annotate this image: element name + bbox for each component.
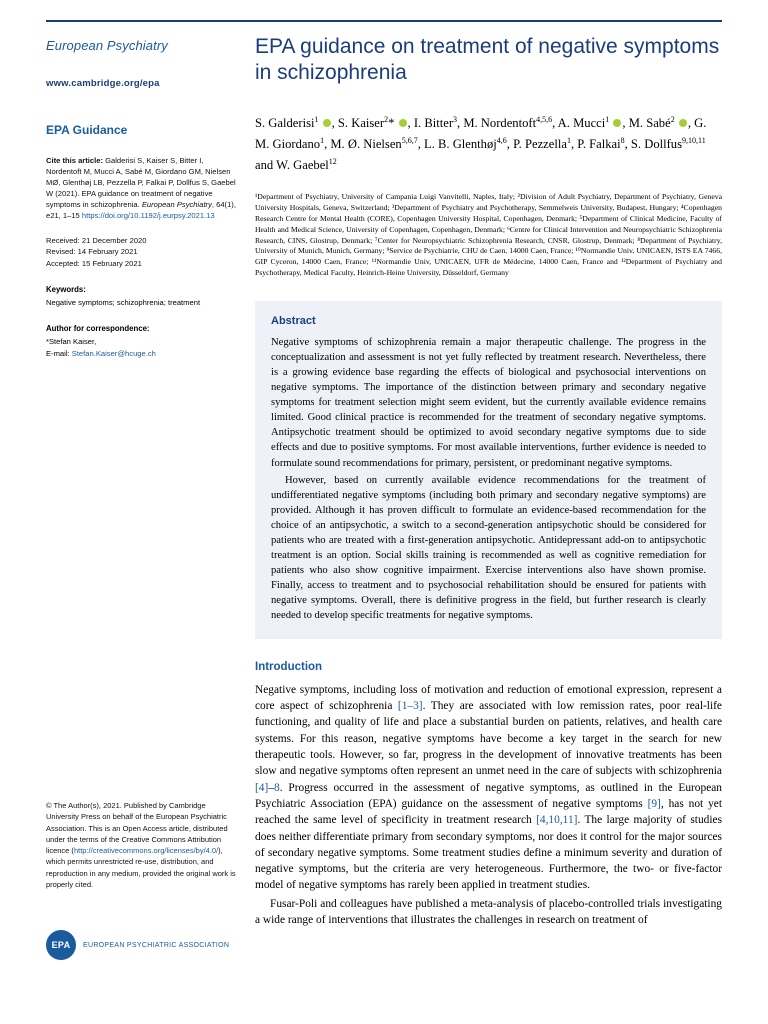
citation-ref-4[interactable]: [4,10,11]	[536, 814, 578, 827]
citation-doi-link[interactable]: https://doi.org/10.1192/j.eurpsy.2021.13	[81, 211, 215, 220]
citation-ref-2b[interactable]: 8	[274, 781, 280, 794]
citation-volume: , 64(1), e21, 1–15	[46, 200, 236, 220]
introduction-paragraph-1: Negative symptoms, including loss of motivation and reduction of emotional expression, represent a core aspect of schizophrenia [1–3]. They are associated with low remission rates, poor real-life functioning, and quality of life and place a substantial burden on patients, relatives, and health care systems. For this reason, negative symptoms have become a key target in the search for new therapeutic tools. However, so far, progress in the development of innovative treatments has been slow and negative symptoms often represent an unmet need in the care of subjects with schizophrenia [4]–8. Progress occurred in the assessment of negative symptoms, as outlined in the European Psychiatric Association (EPA) guidance on the assessment of negative symptoms [9], has not yet reached the same level of specificity in treatment research [4,10,11]. The large majority of studies does neither differentiate primary from secondary symptoms, nor does it control for the major sources of secondary negative symptoms. Some treatment studies define a minimum severity and duration of negative symptoms, but the criteria are very heterogeneous. Furthermore, the two- or five-factor model of negative symptoms has rarely been applied in treatment studies.	[255, 683, 723, 892]
abstract-paragraph-2: However, based on currently available evidence recommendations for the treatment of undifferentiated negative symptoms (including both primary and secondary negative symptoms) are provided. Although it has proven difficult to formulate an evidence-based recommendation for the choice of an antipsychotic, a switch to a second-generation antipsychotic should be considered for patients who are treated with a first-generation antipsychotic. Antidepressant add-on to antipsychotic treatment is an option. Social skills training is recommended as well as cognitive remediation for patients who also show cognitive impairment. Exercise interventions also have shown promise. Finally, access to treatment and to psychosocial rehabilitation should be ensured for patients with negative symptoms. Overall, there is definitive progress in the field, but further research is clearly needed to develop specific treatments for negative symptoms.	[271, 474, 706, 621]
license-link[interactable]: http://creativecommons.org/licenses/by/4.0/	[73, 846, 219, 855]
orcid-icon[interactable]	[399, 119, 407, 127]
orcid-icon[interactable]	[679, 119, 687, 127]
left-sidebar	[46, 38, 238, 359]
cite-this-article-label: Cite this article:	[46, 156, 103, 165]
copyright-block	[46, 800, 238, 890]
date-accepted: Accepted: 15 February 2021	[46, 258, 142, 268]
citation-block	[46, 155, 238, 221]
journal-name: European Psychiatry	[46, 38, 168, 53]
page-title: EPA guidance on treatment of negative symptoms in schizophrenia	[255, 35, 720, 85]
abstract-heading: Abstract	[271, 315, 316, 328]
abstract-section	[255, 301, 722, 639]
header-rule	[46, 20, 722, 22]
intro-text-3: . Progress occurred in the assessment of negative symptoms, as outlined in the European Psychiatric Association (EPA) guidance on the assessment of negative symptoms	[255, 781, 722, 810]
correspondence-email[interactable]: Stefan.Kaiser@hcuge.ch	[71, 348, 156, 358]
orcid-icon[interactable]	[323, 119, 331, 127]
intro-text-5: . The large majority of studies does neither differentiate primary from secondary symptoms, nor does it control for the major sources of secondary negative symptoms. Some treatment studies define a minimum severity and duration of negative symptoms, but the criteria are very heterogeneous. Furthermore, the two- or five-factor model of negative symptoms has rarely been applied in treatment studies.	[255, 814, 723, 892]
correspondence-heading: Author for correspondence:	[46, 324, 150, 334]
citation-ref-2[interactable]: [4]	[255, 781, 269, 794]
email-label: E-mail:	[46, 348, 72, 358]
author-list: S. Galderisi$^1$ , S. Kaiser$^2$* , I. Bitter$^3$, M. Nordentoft$^{4,5,6}$, A. Mucci$^1$ , M. Sabé$^2$ , G. M. Giordano$^1$, M. Ø. Nielsen$^{5,6,7}$, L. B. Glenthøj$^{4,6}$, P. Pezzella$^1$, P. Falkai$^8$, S. Dollfus$^{9,10,11}$ and W. Gaebel$^{12}$	[255, 114, 707, 172]
epa-logo-text: EUROPEAN PSYCHIATRIC ASSOCIATION	[83, 941, 230, 949]
intro-text-2: . They are associated with low remission rates, poor real-life functioning, and quality of life and place a substantial burden on patients, relatives, and health care systems. For this reason, negative symptoms have become a key target in the search for new therapeutic tools. However, so far, progress in the development of innovative treatments has been slow and negative symptoms often represent an unmet need in the care of subjects with schizophrenia	[255, 700, 722, 778]
affiliations: ¹Department of Psychiatry, University of Campania Luigi Vanvitelli, Naples, Italy; ²Division of Adult Psychiatry, Department of Psychiatry, Geneva University Hospitals, Geneva, Switzerland; ³Department of Psychiatry and Psychotherapy, Semmelweis University, Budapest, Hungary; ⁴Copenhagen Research Centre for Mental Health (CORE), Copenhagen University Hospital, Copenhagen, Denmark; ⁵Department of Clinical Medicine, Faculty of Health and Medical Science, University of Copenhagen, Copenhagen, Denmark; ⁶Centre for Clinical Intervention and Neuropsychiatric Schizophrenia Research, CINS, Glostrup, Denmark; ⁷Center for Neuropsychiatric Schizophrenia Research, CNSR, Glostrup, Denmark; ⁸Department of Psychiatry, University of Munich, Munich, Germany; ⁹Service de Psychiatrie, CHU de Caen, 14000 Caen, France; ¹⁰Normandie Univ, UNICAEN, ISTS EA 7466, GIP Cyceron, 14000 Caen, France; ¹¹Normandie Univ, UNICAEN, UFR de Médecine, 14000 Caen, France and ¹²Department of Psychiatry and Psychotherapy, Medical Faculty, Heinrich-Heine University, Düsseldorf, Germany	[255, 191, 722, 278]
dates-block	[46, 235, 238, 269]
intro-text-4: , has not yet reached the same level of specificity in treatment research	[255, 797, 722, 827]
epa-logo-mark: EPA	[46, 930, 76, 960]
introduction-paragraph-2: Fusar-Poli and colleagues have published a meta-analysis of placebo-controlled trials investigating a wide range of interventions that illustrates the challenges in research on treatment of	[255, 897, 722, 927]
citation-journal: European Psychiatry	[141, 200, 212, 209]
copyright-line-2: ), which permits unrestricted re-use, distribution, and reproduction in any medium, provided the original work is properly cited.	[46, 846, 236, 889]
correspondence-name: *Stefan Kaiser,	[46, 337, 97, 347]
keywords-text: Negative symptoms; schizophrenia; treatment	[46, 298, 201, 308]
citation-text: Galderisi S, Kaiser S, Bitter I, Nordentoft M, Mucci A, Sabé M, Giordano GM, Nielsen MØ, Glenthøj LB, Pezzella P, Falkai P, Dollfus S, Gaebel W (2021). EPA guidance on treatment of negative symptoms in schizophrenia.	[46, 156, 236, 209]
intro-text-1: Negative symptoms, including loss of motivation and reduction of emotional expression, represent a core aspect of schizophrenia	[255, 683, 722, 713]
citation-ref-1[interactable]: [1–3]	[397, 700, 423, 713]
epa-logo	[46, 930, 229, 960]
copyright-line-1: © The Author(s), 2021. Published by Cambridge University Press on behalf of the European Psychiatric Association. This is an Open Access article, distributed under the terms of the Creative Commons Attribution licence (	[46, 801, 228, 855]
keywords-heading: Keywords:	[46, 285, 86, 295]
correspondence-block	[46, 336, 238, 359]
orcid-icon[interactable]	[613, 119, 621, 127]
citation-ref-3[interactable]: [9]	[647, 797, 661, 810]
journal-url[interactable]: www.cambridge.org/epa	[46, 78, 160, 89]
abstract-paragraph-1: Negative symptoms of schizophrenia remain a major therapeutic challenge. The progress in the conceptualization and assessment is not yet fully reflected by treatment research. Nevertheless, there is a growing evidence base regarding the effects of biological and psychosocial interventions on negative symptoms. The importance of the distinction between primary and secondary negative symptoms for treatment selection might seem evident, but the currently available evidence remains limited. Good clinical practice is recommended for the treatment of secondary negative symptoms. Antipsychotic treatment should be optimized to avoid secondary negative symptoms due to side effects and due to positive symptoms. For most available interventions, further evidence is needed to formulate sound recommendations for primary, persistent, or predominant negative symptoms.	[271, 337, 706, 469]
article-section-label: EPA Guidance	[46, 123, 128, 137]
date-revised: Revised: 14 February 2021	[46, 247, 138, 257]
introduction-heading: Introduction	[255, 660, 323, 673]
article-main	[255, 34, 722, 928]
date-received: Received: 21 December 2020	[46, 236, 147, 245]
